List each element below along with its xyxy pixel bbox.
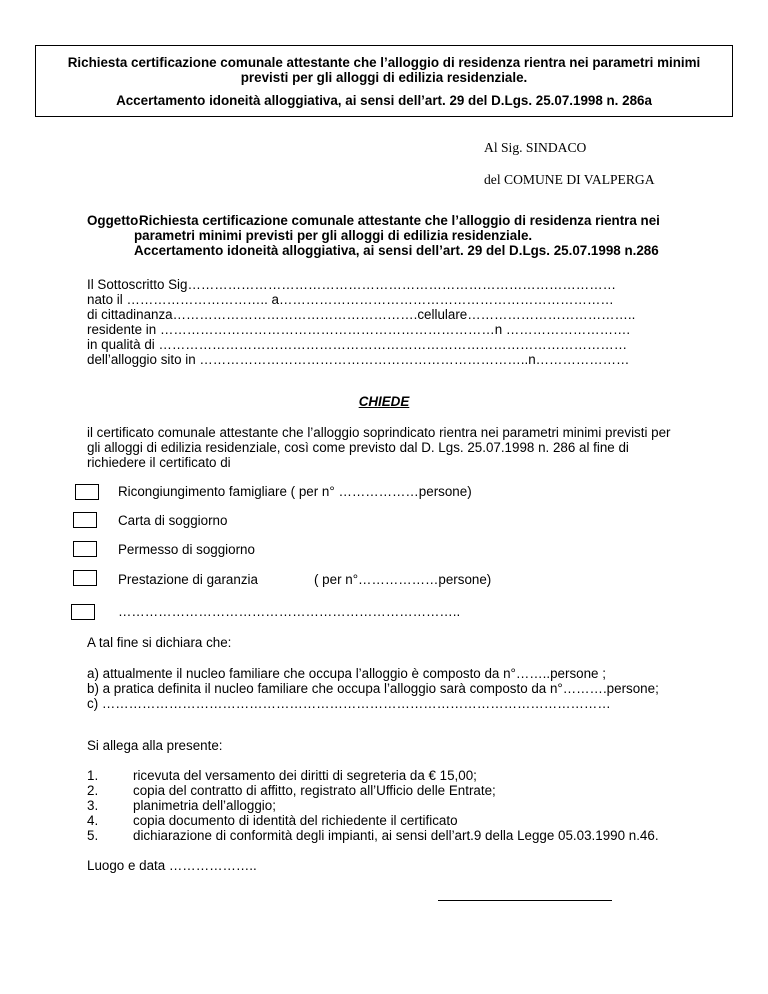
checkbox-residence-card[interactable] (73, 512, 97, 528)
checkbox-family-reunification[interactable] (75, 484, 99, 500)
addressee-line-2: del COMUNE DI VALPERGA (484, 172, 655, 187)
attachments-intro: Si allega alla presente: (87, 738, 223, 753)
field-role: in qualità di …………………………………………………………………………………………… (87, 337, 628, 352)
request-line-1: il certificato comunale attestante che l’alloggio soprindicato rientra nei parametri minimi previsti per (87, 425, 671, 440)
header-line-1: Richiesta certificazione comunale attestante che l’alloggio di residenza rientra nei parametri minimi (67, 55, 701, 70)
checkbox-guarantee[interactable] (73, 570, 97, 586)
option-family-reunification: Ricongiungimento famigliare ( per n° ………………persone) (118, 484, 472, 499)
option-other: ………………………………………………………………….. (118, 604, 461, 619)
attachment-num-3: 3. (87, 798, 99, 813)
attachment-text-5: dichiarazione di conformità degli impianti, ai sensi dell’art.9 della Legge 05.03.1990 n.46. (133, 828, 659, 843)
checkbox-residence-permit[interactable] (73, 541, 97, 557)
subject-line-2: parametri minimi previsti per gli alloggi di edilizia residenziale. (134, 228, 533, 243)
option-guarantee-extra: ( per n°………………persone) (314, 572, 492, 587)
header-box (35, 45, 733, 117)
addressee-line-1: Al Sig. SINDACO (484, 140, 587, 155)
attachment-num-5: 5. (87, 828, 99, 843)
request-title: CHIEDE (358, 394, 410, 409)
attachment-text-4: copia documento di identità del richiedente il certificato (133, 813, 458, 828)
declaration-item-a: a) attualmente il nucleo familiare che occupa l’alloggio è composto da n°……..persone ; (87, 666, 606, 681)
signature-line (438, 900, 612, 901)
attachment-text-1: ricevuta del versamento dei diritti di segreteria da € 15,00; (133, 768, 477, 783)
request-line-3: richiedere il certificato di (87, 455, 231, 470)
attachment-num-4: 4. (87, 813, 99, 828)
field-residence: residente in …………………………………………………………………n ………………………. (87, 322, 631, 337)
option-residence-permit: Permesso di soggiorno (118, 542, 255, 557)
header-line-2: previsti per gli alloggi di edilizia residenziale. (240, 70, 528, 85)
request-line-2: gli alloggi di edilizia residenziale, così come previsto dal D. Lgs. 25.07.1998 n. 286 al fine di (87, 440, 629, 455)
field-property: dell’alloggio sito in ………………………………………………………………..n………………… (87, 352, 630, 367)
place-date: Luogo e data ……………….. (87, 858, 257, 873)
option-residence-card: Carta di soggiorno (118, 513, 228, 528)
attachment-num-2: 2. (87, 783, 99, 798)
option-guarantee: Prestazione di garanzia (118, 572, 258, 587)
field-undersigned: Il Sottoscritto Sig…………………………………………………………………………………… (87, 277, 616, 292)
checkbox-other[interactable] (71, 604, 95, 620)
header-line-3: Accertamento idoneità alloggiativa, ai sensi dell’art. 29 del D.Lgs. 25.07.1998 n. 286a (116, 93, 652, 108)
subject-line-3: Accertamento idoneità alloggiativa, ai sensi dell’art. 29 del D.Lgs. 25.07.1998 n.286 (134, 243, 659, 258)
subject-line-1: Richiesta certificazione comunale attestante che l’alloggio di residenza rientra nei (139, 213, 660, 228)
attachment-text-2: copia del contratto di affitto, registrato all’Ufficio delle Entrate; (133, 783, 496, 798)
declaration-item-c: c) …………………………………………………………………………………………………… (87, 696, 611, 711)
declaration-item-b: b) a pratica definita il nucleo familiare che occupa l’alloggio sarà composto da n°……….persone; (87, 681, 659, 696)
subject-label: Oggetto: (87, 213, 143, 228)
attachment-text-3: planimetria dell’alloggio; (133, 798, 276, 813)
declaration-intro: A tal fine si dichiara che: (87, 635, 232, 650)
field-citizenship: di cittadinanza……………………………………………….cellulare……………………………….. (87, 307, 636, 322)
field-birth: nato il ………………………….. a………………………………………………………………… (87, 292, 614, 307)
attachment-num-1: 1. (87, 768, 99, 783)
